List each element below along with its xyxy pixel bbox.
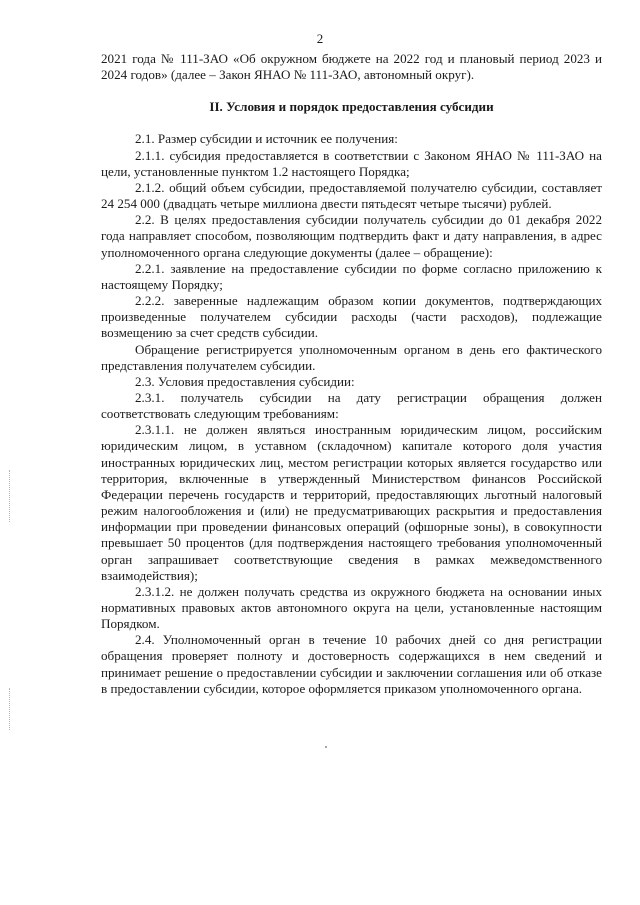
intro-paragraph: 2021 года № 111-ЗАО «Об окружном бюджете на 2022 год и плановый период 2023 и 2024 годов» (далее – Закон ЯНАО № 111-ЗАО, автономный округ).: [101, 51, 602, 83]
paragraph-2-1: 2.1. Размер субсидии и источник ее получения:: [135, 131, 398, 147]
paragraph-2-3-1: 2.3.1. получатель субсидии на дату регистрации обращения должен соответствовать следующим требованиям:: [101, 389, 602, 422]
paragraph-2-2-2: 2.2.2. заверенные надлежащим образом копии документов, подтверждающих произведенные получателем субсидии расходы (части расходов), подлежащие возмещению за счет средств субсидии.: [101, 293, 602, 341]
scan-margin-mark: [9, 470, 12, 522]
paragraph-2-1-2: 2.1.2. общий объем субсидии, предоставляемой получателю субсидии, составляет 24 254 000 (двадцать четыре миллиона двести пятьдесят четыре тысячи) рублей.: [101, 179, 602, 212]
document-body: [101, 51, 602, 697]
paragraph-registration: Обращение регистрируется уполномоченным органом в день его фактического представления получателем субсидии.: [101, 341, 602, 373]
paragraph-2-1-1: 2.1.1. субсидия предоставляется в соответствии с Законом ЯНАО № 111-ЗАО на цели, установленные пунктом 1.2 настоящего Порядка;: [101, 147, 602, 179]
paragraph-2-4: 2.4. Уполномоченный орган в течение 10 рабочих дней со дня регистрации обращения проверяет полноту и достоверность содержащихся в нем сведений и принимает решение о предоставлении субсидии и заключении соглашения или об отказе в предоставлении субсидии, которое оформляется приказом уполномоченного органа.: [101, 632, 602, 696]
paragraph-2-3-1-1: 2.3.1.1. не должен являться иностранным юридическим лицом, российским юридическим лицом, в уставном (складочном) капитале которого доля участия иностранных юридических лиц, местом регистрации которых является государство или территория, включенные в утвержденный Министерством финансов Российской Федерации перечень государств и территорий, предоставляющих льготный налоговый режим налогообложения и (или) не предусматривающих раскрытия и предоставления информации при проведении финансовых операций (офшорные зоны), в совокупности превышает 50 процентов (для подтверждения настоящего требования уполномоченный орган запрашивает соответствующие сведения в рамках межведомственного взаимодействия);: [101, 422, 602, 583]
paragraph-2-2-1: 2.2.1. заявление на предоставление субсидии по форме согласно приложению к настоящему Порядку;: [101, 260, 602, 292]
page-number: 2: [316, 31, 324, 46]
paragraph-2-3-1-2: 2.3.1.2. не должен получать средства из окружного бюджета на основании иных нормативных правовых актов автономного округа на цели, установленные настоящим Порядком.: [101, 583, 602, 632]
paragraph-2-3: 2.3. Условия предоставления субсидии:: [135, 373, 355, 389]
scan-margin-mark: [9, 688, 12, 730]
scan-dot: [325, 746, 327, 748]
section-title: II. Условия и порядок предоставления субсидии: [209, 99, 494, 115]
paragraph-2-2: 2.2. В целях предоставления субсидии получатель субсидии до 01 декабря 2022 года направляет способом, позволяющим подтвердить факт и дату направления, в адрес уполномоченного органа следующие документы (далее – обращение):: [101, 212, 602, 260]
